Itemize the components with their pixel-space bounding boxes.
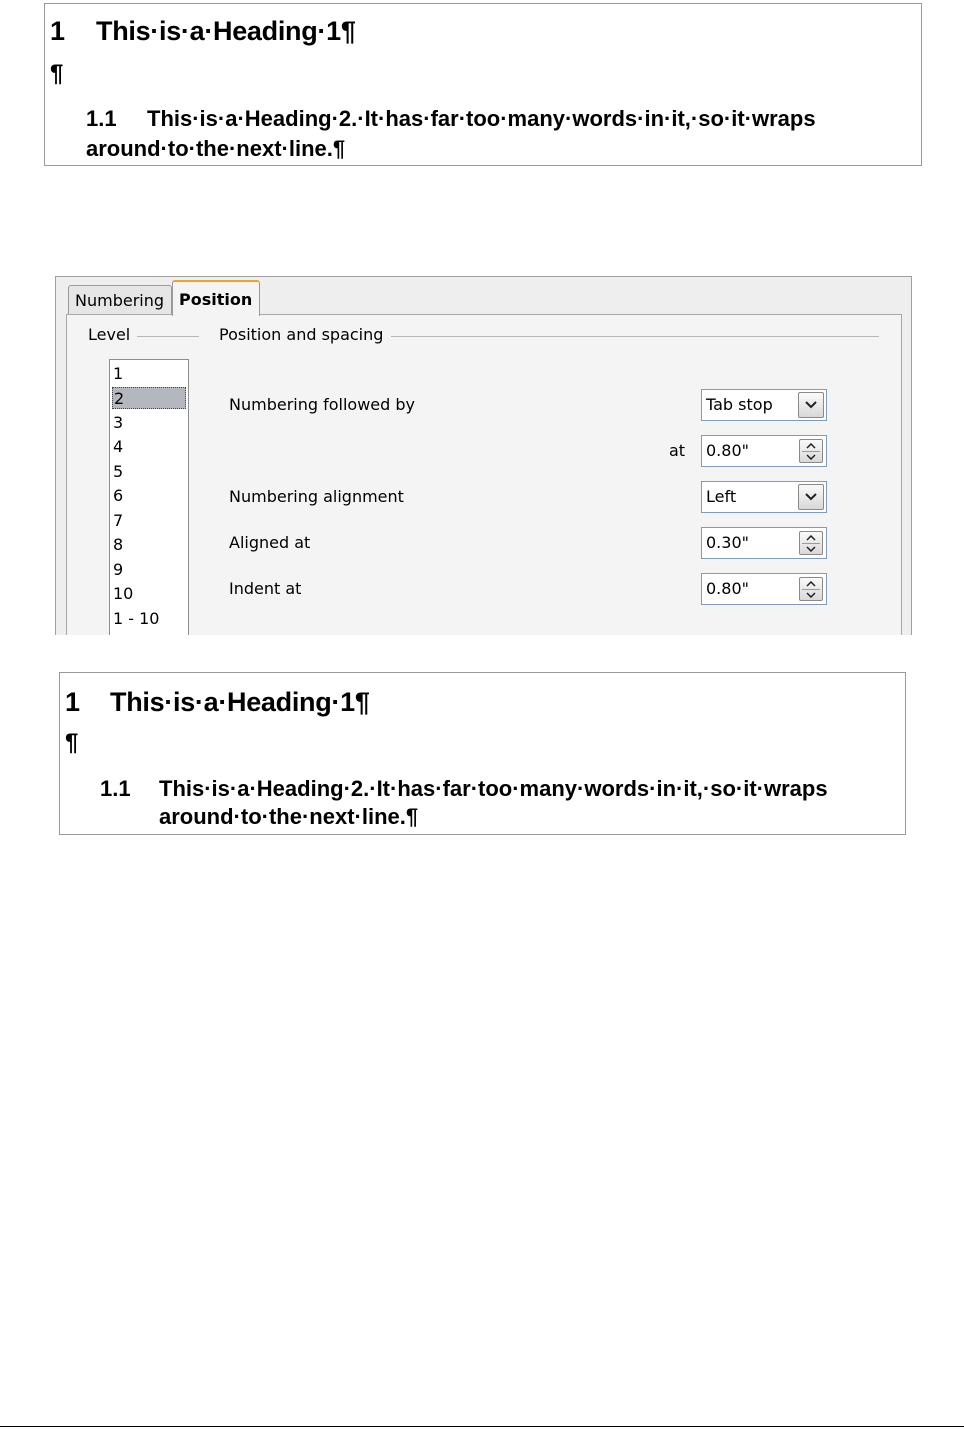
heading-2-number: 1.1 <box>86 106 117 131</box>
level-item-7[interactable]: 7 <box>113 511 124 530</box>
numbering-alignment-dropdown[interactable] <box>701 481 827 513</box>
level-item-all[interactable]: 1 - 10 <box>113 609 160 628</box>
spin-down-icon <box>806 546 816 552</box>
position-tab-panel <box>66 314 902 635</box>
empty-paragraph-mark: ¶ <box>65 729 79 756</box>
level-item-9[interactable]: 9 <box>113 560 124 579</box>
numbering-alignment-label: Numbering alignment <box>229 487 404 506</box>
tab-stop-at-value: 0.80" <box>706 441 749 460</box>
spin-down-icon <box>806 592 816 598</box>
level-item-4[interactable]: 4 <box>113 437 124 456</box>
position-group-rule <box>391 336 879 337</box>
spin-down-icon <box>806 454 816 460</box>
heading-2-number: 1.1 <box>100 776 131 801</box>
chevron-down-icon <box>805 401 817 409</box>
aligned-at-spinfield[interactable] <box>701 527 827 559</box>
chevron-down-icon <box>805 493 817 501</box>
spin-buttons[interactable] <box>799 439 823 463</box>
tab-position[interactable]: Position <box>172 280 260 316</box>
heading-2-line-1: This·is·a·Heading·2.·It·has·far·too·many·words·in·it,·so·it·wraps <box>159 776 828 801</box>
level-item-5[interactable]: 5 <box>113 462 124 481</box>
heading-2-line-2: around·to·the·next·line.¶ <box>159 804 419 829</box>
dropdown-arrow-button[interactable] <box>798 392 824 418</box>
position-group-label: Position and spacing <box>219 325 389 344</box>
heading-2 <box>100 774 900 834</box>
indent-at-value: 0.80" <box>706 579 749 598</box>
level-group-label: Level <box>88 325 136 344</box>
numbering-followed-by-dropdown[interactable] <box>701 389 827 421</box>
page-footer-rule <box>0 1426 964 1427</box>
numbering-alignment-value: Left <box>706 487 737 506</box>
numbering-followed-by-label: Numbering followed by <box>229 395 415 414</box>
tab-numbering[interactable]: Numbering <box>68 285 172 315</box>
indent-at-label: Indent at <box>229 579 302 598</box>
indent-at-spinfield[interactable] <box>701 573 827 605</box>
tab-stop-at-label: at <box>669 441 686 460</box>
heading-2-line-2: around·to·the·next·line.¶ <box>86 136 346 161</box>
level-item-2[interactable]: 2 <box>112 387 186 409</box>
spin-buttons[interactable] <box>799 531 823 555</box>
spin-up-icon <box>806 535 816 541</box>
aligned-at-value: 0.30" <box>706 533 749 552</box>
heading-2-line-1: This·is·a·Heading·2.·It·has·far·too·many·words·in·it,·so·it·wraps <box>147 106 816 131</box>
heading-1-text: This·is·a·Heading·1¶ <box>96 16 356 46</box>
numbering-followed-by-value: Tab stop <box>706 395 773 414</box>
heading-1-number: 1 <box>50 16 65 46</box>
heading-1-text: This·is·a·Heading·1¶ <box>110 687 370 717</box>
spin-up-icon <box>806 443 816 449</box>
empty-paragraph-mark: ¶ <box>50 60 64 87</box>
level-item-3[interactable]: 3 <box>113 413 124 432</box>
level-item-1[interactable]: 1 <box>113 364 124 383</box>
dropdown-arrow-button[interactable] <box>798 484 824 510</box>
level-item-8[interactable]: 8 <box>113 535 124 554</box>
document-preview-after <box>59 672 906 835</box>
heading-2 <box>86 104 916 164</box>
spin-buttons[interactable] <box>799 577 823 601</box>
heading-1-number: 1 <box>65 687 80 717</box>
level-item-10[interactable]: 10 <box>113 584 134 603</box>
level-listbox[interactable] <box>109 359 189 635</box>
level-item-6[interactable]: 6 <box>113 486 124 505</box>
outline-numbering-dialog <box>55 276 912 635</box>
document-preview-before <box>44 3 922 166</box>
aligned-at-label: Aligned at <box>229 533 311 552</box>
tab-stop-at-spinfield[interactable] <box>701 435 827 467</box>
spin-up-icon <box>806 581 816 587</box>
level-group-rule <box>137 336 199 337</box>
